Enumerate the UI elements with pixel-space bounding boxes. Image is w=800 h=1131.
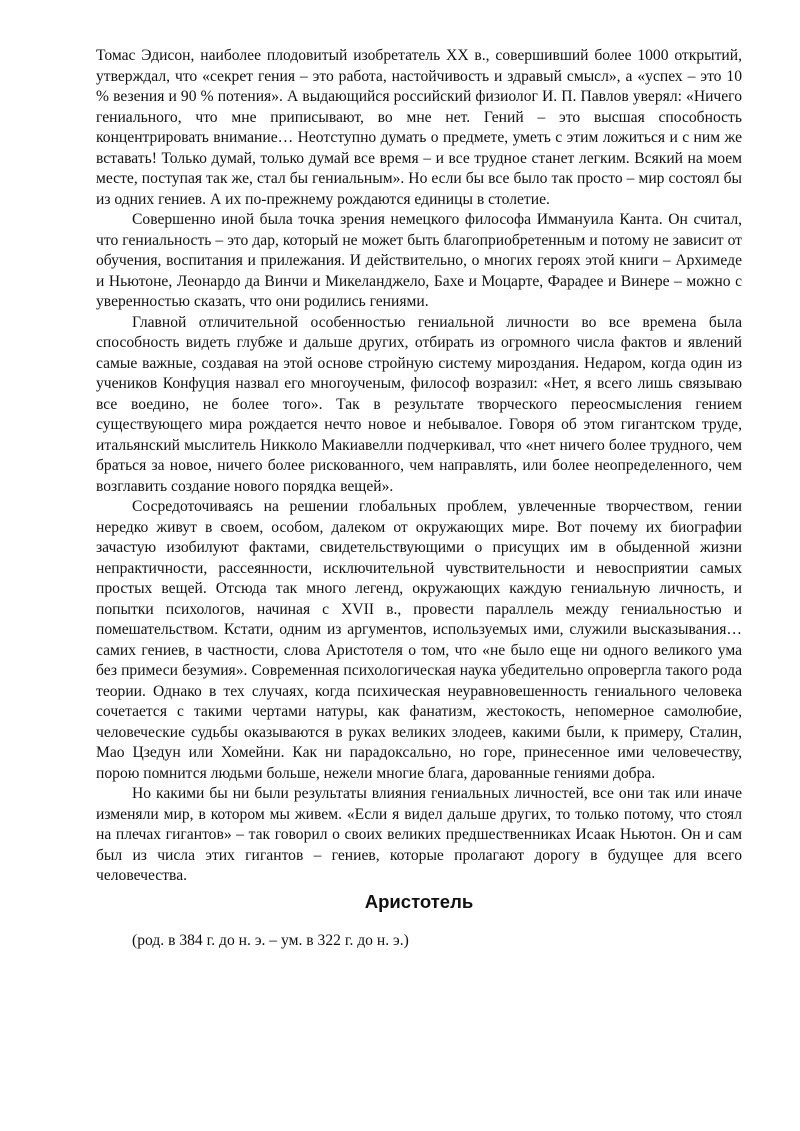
paragraph-influence: Но какими бы ни были результаты влияния гениальных личностей, все они так или иначе изменяли мир, в котором мы живем. «Если я видел дальше других, то только потому, что стоял на плечах гигантов» – так говорил о своих великих предшественниках Исаак Ньютон. Он и сам был из числа этих гигантов – гениев, которые пролагают дорогу в будущее для всего человечества. [96, 785, 742, 884]
paragraph-edison-pavlov: Томас Эдисон, наиболее плодовитый изобретатель XX в., совершивший более 1000 открытий, утверждал, что «секрет гения – это работа, настойчивость и здравый смысл», а «успех – это 10 % везения и 90 % потения». А выдающийся российский физиолог И. П. Павлов уверял: «Ничего гениального, что мне приписывают, во мне нет. Гений – это высшая способность концентрировать внимание… Неотступно думать о предмете, уметь с этим ложиться и с ним же вставать! Только думай, только думай все время – и все трудное станет легким. Всякий на моем месте, поступая так же, стал бы гениальным». Но если бы все было так просто – мир состоял бы из одних гениев. А их по-прежнему рождаются единицы в столетие. [96, 47, 742, 208]
paragraph-kant: Совершенно иной была точка зрения немецкого философа Иммануила Канта. Он считал, что гениальность – это дар, который не может быть благоприобретенным и потому не зависит от обучения, воспитания и прилежания. И действительно, о многих героях этой книги – Архимеде и Ньютоне, Леонардо да Винчи и Микеланджело, Бахе и Моцарте, Фарадее и Винере – можно с уверенностью сказать, что они родились гениями. [96, 211, 742, 310]
paragraph-distinctive-feature: Главной отличительной особенностью гениальной личности во все времена была способность видеть глубже и дальше других, отбирать из огромного числа фактов и явлений самые важные, создавая на этой основе стройную систему мироздания. Недаром, когда один из учеников Конфуция назвал его многоученым, философ возразил: «Нет, я всего лишь связываю все воедино, не более того». Так в результате творческого переосмысления гением существующего мира рождается нечто новое и небывалое. Говоря об этом гигантском труде, итальянский мыслитель Никколо Макиавелли подчеркивал, что «нет ничего более трудного, чем браться за новое, ничего более рискованного, чем направлять, или более неопределенного, чем возглавить создание нового порядка вещей». [96, 313, 742, 495]
paragraph-global-problems: Сосредоточиваясь на решении глобальных проблем, увлеченные творчеством, гении нередко живут в своем, особом, далеком от окружающих мире. Вот почему их биографии зачастую изобилуют фактами, свидетельствующими о присущих им в обыденной жизни непрактичности, рассеянности, исключительной чувствительности и невосприятии самых простых вещей. Отсюда так много легенд, окружающих каждую гениальную личность, и попытки психологов, начиная с XVII в., провести параллель между гениальностью и помешательством. Кстати, одним из аргументов, используемых ими, служили высказывания… самих гениев, в частности, слова Аристотеля о том, что «не было еще ни одного великого ума без примеси безумия». Современная психологическая наука убедительно опровергла такого рода теории. Однако в тех случаях, когда психическая неуравновешенность гениального человека сочетается с такими чертами натуры, как фанатизм, жестокость, непомерное самолюбие, человеческие судьбы оказываются в руках великих злодеев, какими были, к примеру, Сталин, Мао Цзедун или Хомейни. Как ни парадоксально, но горе, принесенное ими человечеству, порою помнится людьми больше, нежели многие блага, дарованные гениями добра. [96, 498, 742, 782]
document-body [96, 46, 742, 887]
chapter-title: Аристотель [364, 891, 474, 912]
chapter-dates: (род. в 384 г. до н. э. – ум. в 322 г. до н. э.) [132, 932, 409, 949]
